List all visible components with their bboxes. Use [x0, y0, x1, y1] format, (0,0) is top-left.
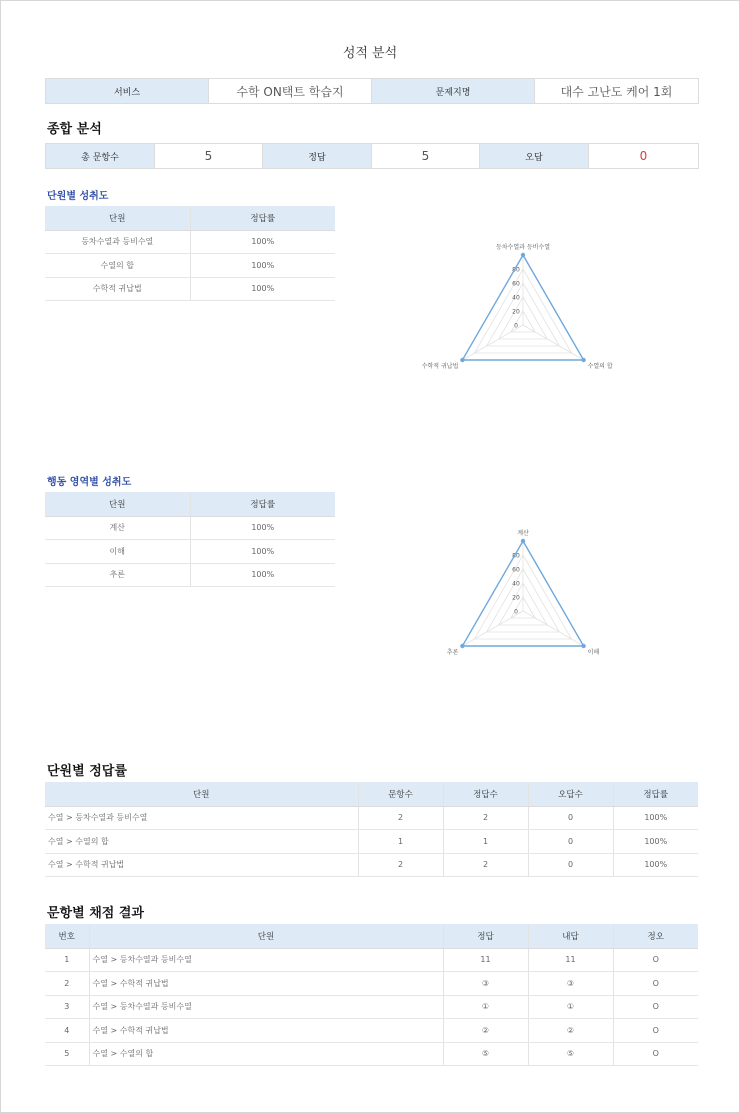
behavior-cell: 추론	[45, 563, 190, 587]
answer-cell: ③	[443, 972, 528, 996]
rate-cell: 100%	[190, 540, 335, 564]
radar-data-point	[521, 253, 525, 257]
total-count-label: 총 문항수	[46, 144, 155, 169]
rate-cell: 100%	[613, 806, 698, 830]
radar-category-label: 추론	[446, 649, 459, 656]
rate-cell: 100%	[613, 830, 698, 854]
correct-count-value: 5	[372, 144, 480, 169]
correct-count-label: 정답	[263, 144, 372, 169]
column-header: 단원	[45, 492, 190, 516]
column-header: 단원	[45, 782, 358, 806]
result-cell: O	[613, 972, 698, 996]
table-row	[45, 254, 335, 278]
unit-rate-title: 단원별 정답률	[47, 764, 127, 779]
count-cell: 2	[358, 853, 443, 877]
answer-cell: ①	[443, 995, 528, 1019]
correct-cell: 2	[443, 853, 528, 877]
column-header: 단원	[89, 924, 443, 948]
radar-data-point	[460, 358, 464, 362]
column-header: 문항수	[358, 782, 443, 806]
grading-table	[45, 924, 698, 1066]
radar-tick-label: 80	[512, 552, 520, 560]
table-row	[45, 540, 335, 564]
my-answer-cell: ①	[528, 995, 613, 1019]
table-row	[45, 1019, 698, 1043]
table-row	[45, 830, 698, 854]
radar-tick-label: 20	[512, 594, 520, 602]
answer-cell: ⑤	[443, 1042, 528, 1066]
count-cell: 2	[358, 806, 443, 830]
column-header: 정답률	[190, 206, 335, 230]
column-header: 오답수	[528, 782, 613, 806]
column-header: 내답	[528, 924, 613, 948]
column-header: 정오	[613, 924, 698, 948]
unit-achievement-title: 단원별 성취도	[47, 191, 109, 202]
unit-cell: 수열의 합	[45, 254, 190, 278]
unit-achievement-table	[45, 206, 335, 301]
page-title: 성적 분석	[342, 46, 398, 61]
unit-cell: 수열 > 등차수열과 등비수열	[89, 948, 443, 972]
paper-value: 대수 고난도 케어 1회	[535, 79, 699, 104]
radar-category-label: 계산	[517, 530, 529, 537]
answer-cell: 11	[443, 948, 528, 972]
radar-data-point	[460, 644, 464, 648]
table-row	[45, 972, 698, 996]
total-count-value: 5	[155, 144, 263, 169]
number-cell: 3	[45, 995, 89, 1019]
summary-title: 종합 분석	[47, 122, 102, 137]
radar-tick-label: 60	[512, 280, 520, 288]
number-cell: 5	[45, 1042, 89, 1066]
column-header: 정답수	[443, 782, 528, 806]
correct-cell: 1	[443, 830, 528, 854]
table-row	[45, 806, 698, 830]
correct-cell: 2	[443, 806, 528, 830]
unit-cell: 수열 > 수학적 귀납법	[89, 1019, 443, 1043]
unit-cell: 수열 > 수열의 합	[45, 830, 358, 854]
radar-category-label: 수학적 귀납법	[421, 363, 459, 370]
my-answer-cell: ②	[528, 1019, 613, 1043]
number-cell: 1	[45, 948, 89, 972]
result-cell: O	[613, 1042, 698, 1066]
my-answer-cell: 11	[528, 948, 613, 972]
radar-tick-label: 20	[512, 308, 520, 316]
radar-category-label: 수열의 합	[587, 363, 613, 370]
service-label: 서비스	[46, 79, 209, 104]
column-header: 단원	[45, 206, 190, 230]
wrong-cell: 0	[528, 853, 613, 877]
table-row	[45, 516, 335, 540]
my-answer-cell: ③	[528, 972, 613, 996]
behavior-cell: 계산	[45, 516, 190, 540]
answer-cell: ②	[443, 1019, 528, 1043]
rate-cell: 100%	[190, 563, 335, 587]
unit-cell: 수열 > 수열의 합	[89, 1042, 443, 1066]
radar-spoke	[462, 322, 523, 360]
table-row	[45, 1042, 698, 1066]
table-row	[45, 563, 335, 587]
unit-cell: 수열 > 등차수열과 등비수열	[89, 995, 443, 1019]
radar-tick-label: 80	[512, 266, 520, 274]
rate-cell: 100%	[190, 277, 335, 301]
radar-spoke	[462, 608, 523, 646]
rate-cell: 100%	[190, 516, 335, 540]
column-header: 정답	[443, 924, 528, 948]
unit-cell: 수학적 귀납법	[45, 277, 190, 301]
result-cell: O	[613, 1019, 698, 1043]
radar-data-point	[581, 644, 585, 648]
unit-cell: 수열 > 수학적 귀납법	[89, 972, 443, 996]
wrong-count-label: 오답	[480, 144, 589, 169]
behavior-achievement-title: 행동 영역별 성취도	[47, 477, 132, 488]
wrong-cell: 0	[528, 830, 613, 854]
column-header: 정답률	[190, 492, 335, 516]
table-row	[45, 277, 335, 301]
unit-cell: 수열 > 수학적 귀납법	[45, 853, 358, 877]
number-cell: 4	[45, 1019, 89, 1043]
service-value: 수학 ON택트 학습지	[209, 79, 372, 104]
column-header: 번호	[45, 924, 89, 948]
rate-cell: 100%	[190, 230, 335, 254]
radar-spoke	[523, 325, 584, 360]
table-row	[45, 853, 698, 877]
rate-cell: 100%	[613, 853, 698, 877]
radar-category-label: 이해	[587, 649, 600, 656]
radar-tick-label: 40	[512, 580, 520, 588]
behavior-cell: 이해	[45, 540, 190, 564]
column-header: 정답률	[613, 782, 698, 806]
unit-radar-chart	[395, 230, 645, 380]
wrong-count-value: 0	[589, 144, 699, 169]
behavior-achievement-table	[45, 492, 335, 587]
table-row	[45, 995, 698, 1019]
grading-title: 문항별 채점 결과	[47, 906, 144, 921]
count-cell: 1	[358, 830, 443, 854]
summary-table	[45, 143, 699, 169]
radar-tick-label: 60	[512, 566, 520, 574]
radar-tick-label: 0	[514, 608, 518, 616]
number-cell: 2	[45, 972, 89, 996]
my-answer-cell: ⑤	[528, 1042, 613, 1066]
radar-tick-label: 40	[512, 294, 520, 302]
radar-spoke	[523, 611, 584, 646]
result-cell: O	[613, 948, 698, 972]
radar-data-point	[521, 539, 525, 543]
unit-cell: 수열 > 등차수열과 등비수열	[45, 806, 358, 830]
unit-rate-table	[45, 782, 698, 877]
table-row	[45, 230, 335, 254]
behavior-radar-chart	[395, 516, 645, 666]
paper-label: 문제지명	[372, 79, 535, 104]
service-info-table	[45, 78, 699, 104]
radar-data-point	[581, 358, 585, 362]
table-row	[45, 948, 698, 972]
radar-category-label: 등차수열과 등비수열	[495, 244, 551, 251]
wrong-cell: 0	[528, 806, 613, 830]
rate-cell: 100%	[190, 254, 335, 278]
radar-tick-label: 0	[514, 322, 518, 330]
result-cell: O	[613, 995, 698, 1019]
unit-cell: 등차수열과 등비수열	[45, 230, 190, 254]
